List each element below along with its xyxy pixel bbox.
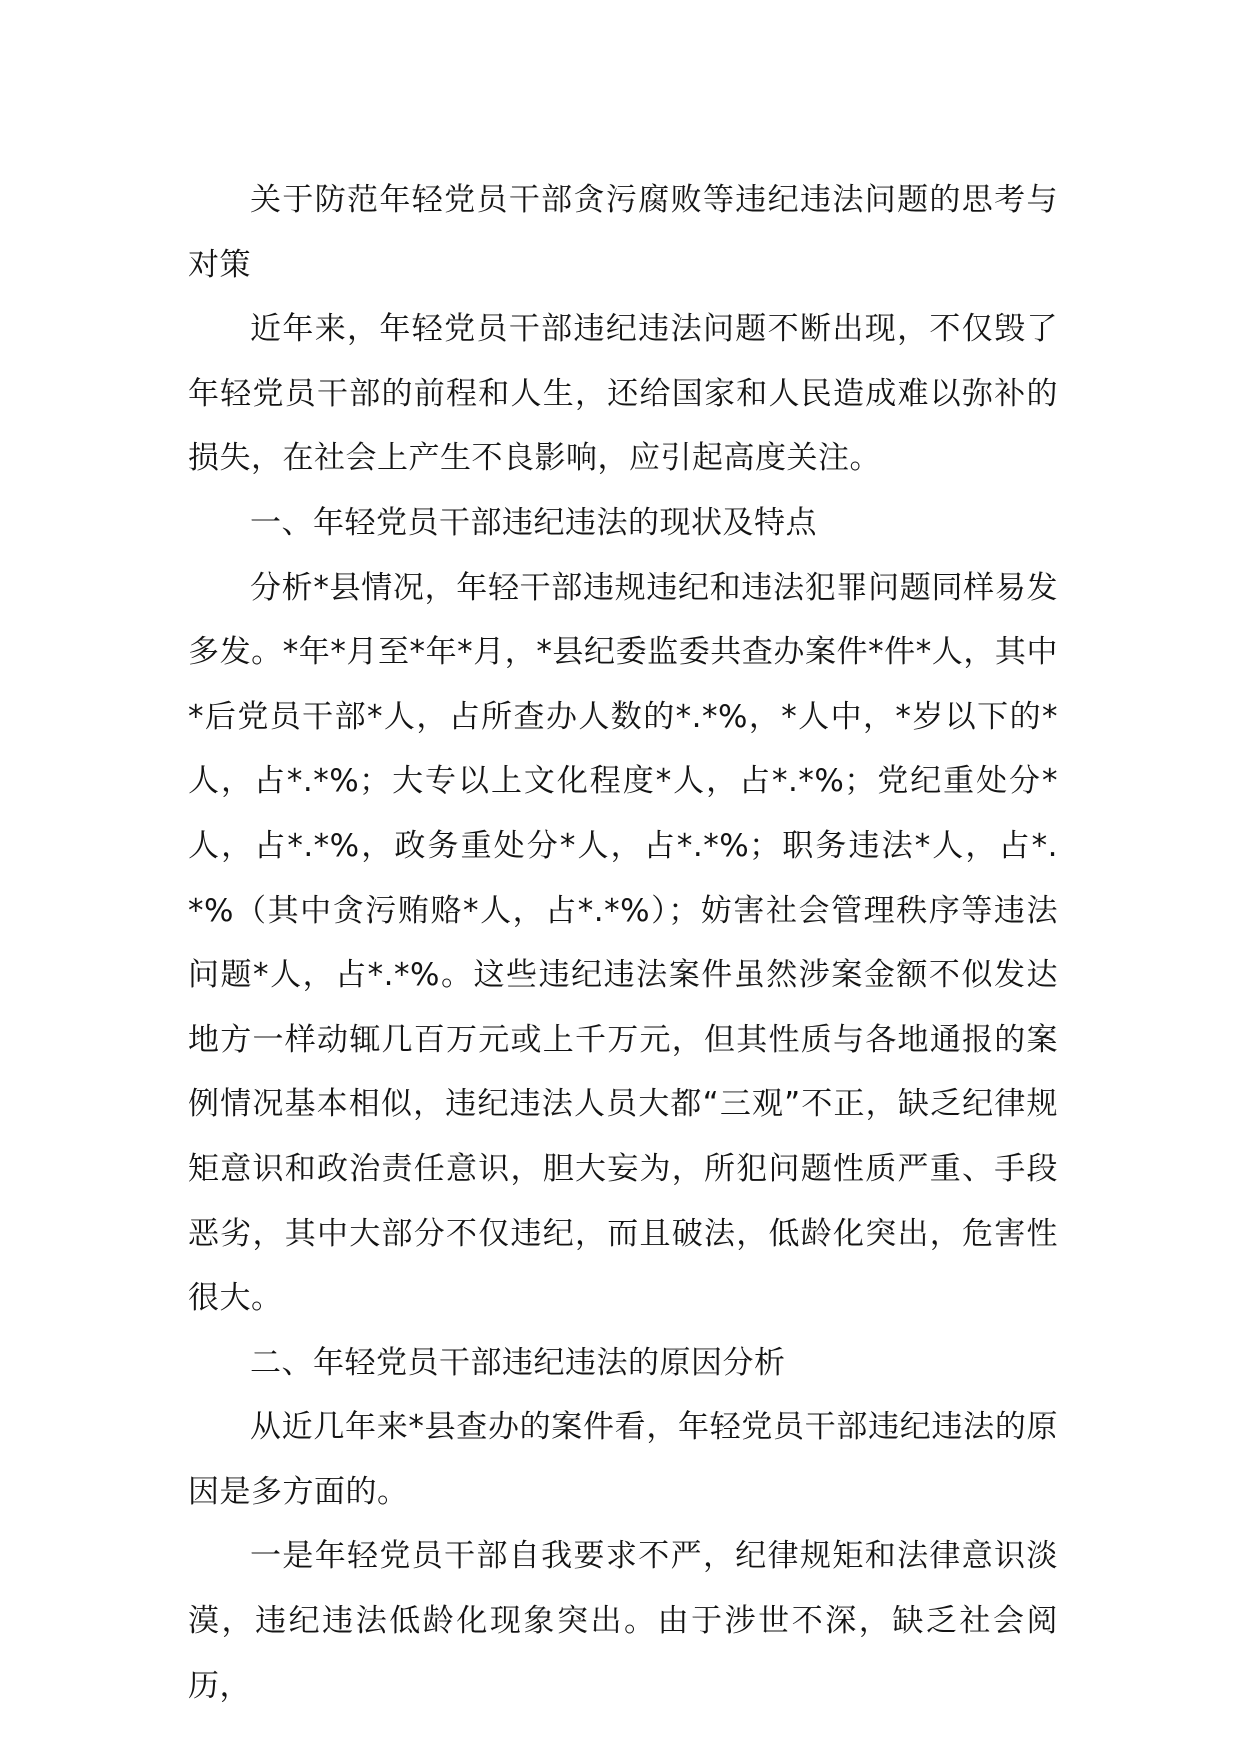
- document-title: 关于防范年轻党员干部贪污腐败等违纪违法问题的思考与对策: [188, 182, 1058, 283]
- paragraph-intro: 近年来，年轻党员干部违纪违法问题不断出现，不仅毁了年轻党员干部的前程和人生，还给国家和人民造成难以弥补的损失，在社会上产生不良影响，应引起高度关注。: [188, 311, 1058, 477]
- section-heading-1: 一、年轻党员干部违纪违法的现状及特点: [250, 504, 817, 541]
- paragraph-causes-intro: 从近几年来*县查办的案件看，年轻党员干部违纪违法的原因是多方面的。: [188, 1409, 1058, 1510]
- document-body: [188, 168, 1058, 1718]
- section-heading-2: 二、年轻党员干部违纪违法的原因分析: [250, 1344, 786, 1381]
- paragraph-cause-1: 一是年轻党员干部自我要求不严，纪律规矩和法律意识淡漠，违纪违法低龄化现象突出。由于涉世不深，缺乏社会阅历，: [188, 1538, 1058, 1704]
- paragraph-status: 分析*县情况，年轻干部违规违纪和违法犯罪问题同样易发多发。*年*月至*年*月，*县纪委监委共查办案件*件*人，其中*后党员干部*人，占所查办人数的*.*%，*人中，*岁以下的*人，占*.*%；大专以上文化程度*人，占*.*%；党纪重处分*人，占*.*%，政务重处分*人，占*.*%；职务违法*人，占*.*%（其中贪污贿赂*人，占*.*%）；妨害社会管理秩序等违法问题*人，占*.*%。这些违纪违法案件虽然涉案金额不似发达地方一样动辄几百万元或上千万元，但其性质与各地通报的案例情况基本相似，违纪违法人员大都“三观”不正，缺乏纪律规矩意识和政治责任意识，胆大妄为，所犯问题性质严重、手段恶劣，其中大部分不仅违纪，而且破法，低龄化突出，危害性很大。: [188, 569, 1058, 1317]
